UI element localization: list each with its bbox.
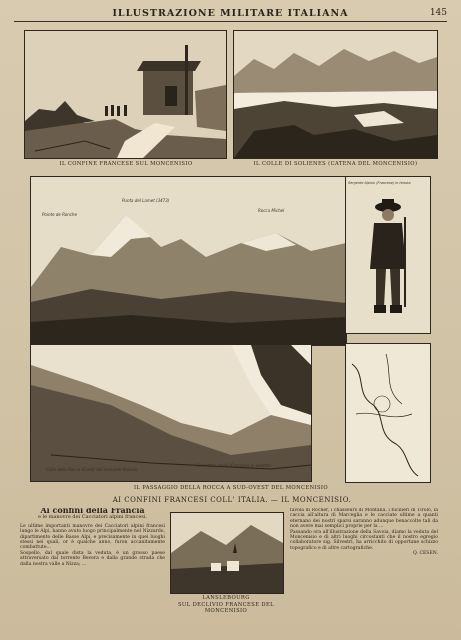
caption-top-left: IL CONFINE FRANCESE SUL MONCENISIO [59,161,193,167]
illustration-map [345,343,431,483]
header-rule [14,21,447,22]
illustration-colle-solienes [233,30,438,159]
article-subheading: e le manovre dei Cacciatori alpini francesi. [37,514,148,521]
illustration-mountain-panorama [30,176,347,346]
column-3-paragraph: favola di Rocher, i chasseurs di Montana, i fucilieri di Tirolo, la caccia all'altura di Marceglia e le cacciate ultime a quanti eternano dei nostri sparsi saranno adunque benaccolte tali da non avere mai semplici proprie per la ... [290,508,438,530]
label-portrait: Sergente Alpino (Francese) in tenuta [348,181,411,185]
caption-middle: IL PASSAGGIO DELLA ROCCA A SUD-OVEST DEL MONCENISIO [133,485,329,491]
article-column-3 [290,508,438,634]
illustration-passaggio-rocca [30,344,312,482]
article-heading: Ai confini della Francia [40,508,145,515]
label-rocca-michel: Rocca Michel [258,208,285,213]
caption-top-right: IL COLLE DI SOLIENES (CATENA DEL MONCENISIO) [253,161,418,167]
column-1-paragraph: Le ultime importanti manovre dei Cacciatori alpini francesi lungo le Alpi, hanno avuto luogo principalmente nel Nizzardo, dipartimento delle Basse Alpi, e precisamente in quei luoghi stessi nei quali, or è qualche anno, furon accanitamente combattute... [20,523,165,551]
label-colle-rocca: Colle della Rocca (Crest) dal versante Italiano [46,467,138,472]
section-title: AI CONFINI FRANCESI COLL' ITALIA. — IL MONCENISIO. [112,496,352,504]
article-column-1 [20,508,165,634]
illustration-french-border [24,30,227,159]
label-cacciatori: Cacciatori alpini (Francesi) in vedetta [196,463,271,468]
column-1-paragraph: Sospello, dal quale dista la veduta, è un grosso paese attraversato dal torrente Bevera e dalla grande strada che dalla nostra valle a Nizza; ... [20,550,165,567]
illustration-alpine-soldier [345,176,431,334]
caption-lanslebourg-2: SUL DECLIVIO FRANCESE DEL MONCENISIO [177,602,275,614]
article-signature: Q. CESEN. [412,551,438,557]
illustration-lanslebourg [170,512,284,594]
page-number: 145 [429,8,447,18]
caption-lanslebourg-1: LANSLEBOURG [202,595,250,601]
page-header-title: ILLUSTRAZIONE MILITARE ITALIANA [112,8,349,19]
label-pointe-ronche: Pointe de Ronche [42,212,78,217]
column-3-paragraph: Passando ora all'illustrazione della Savoia, diamo la veduta del Moncenisio e di altri luoghi circostanti che il nostro egregio collaboratore sig. Silvestri, ha arricchito di opportune schizzo topografico e di altre cartografiche. [290,529,438,551]
label-punta-lamet: Punta del Lamet (3473) [122,198,170,203]
